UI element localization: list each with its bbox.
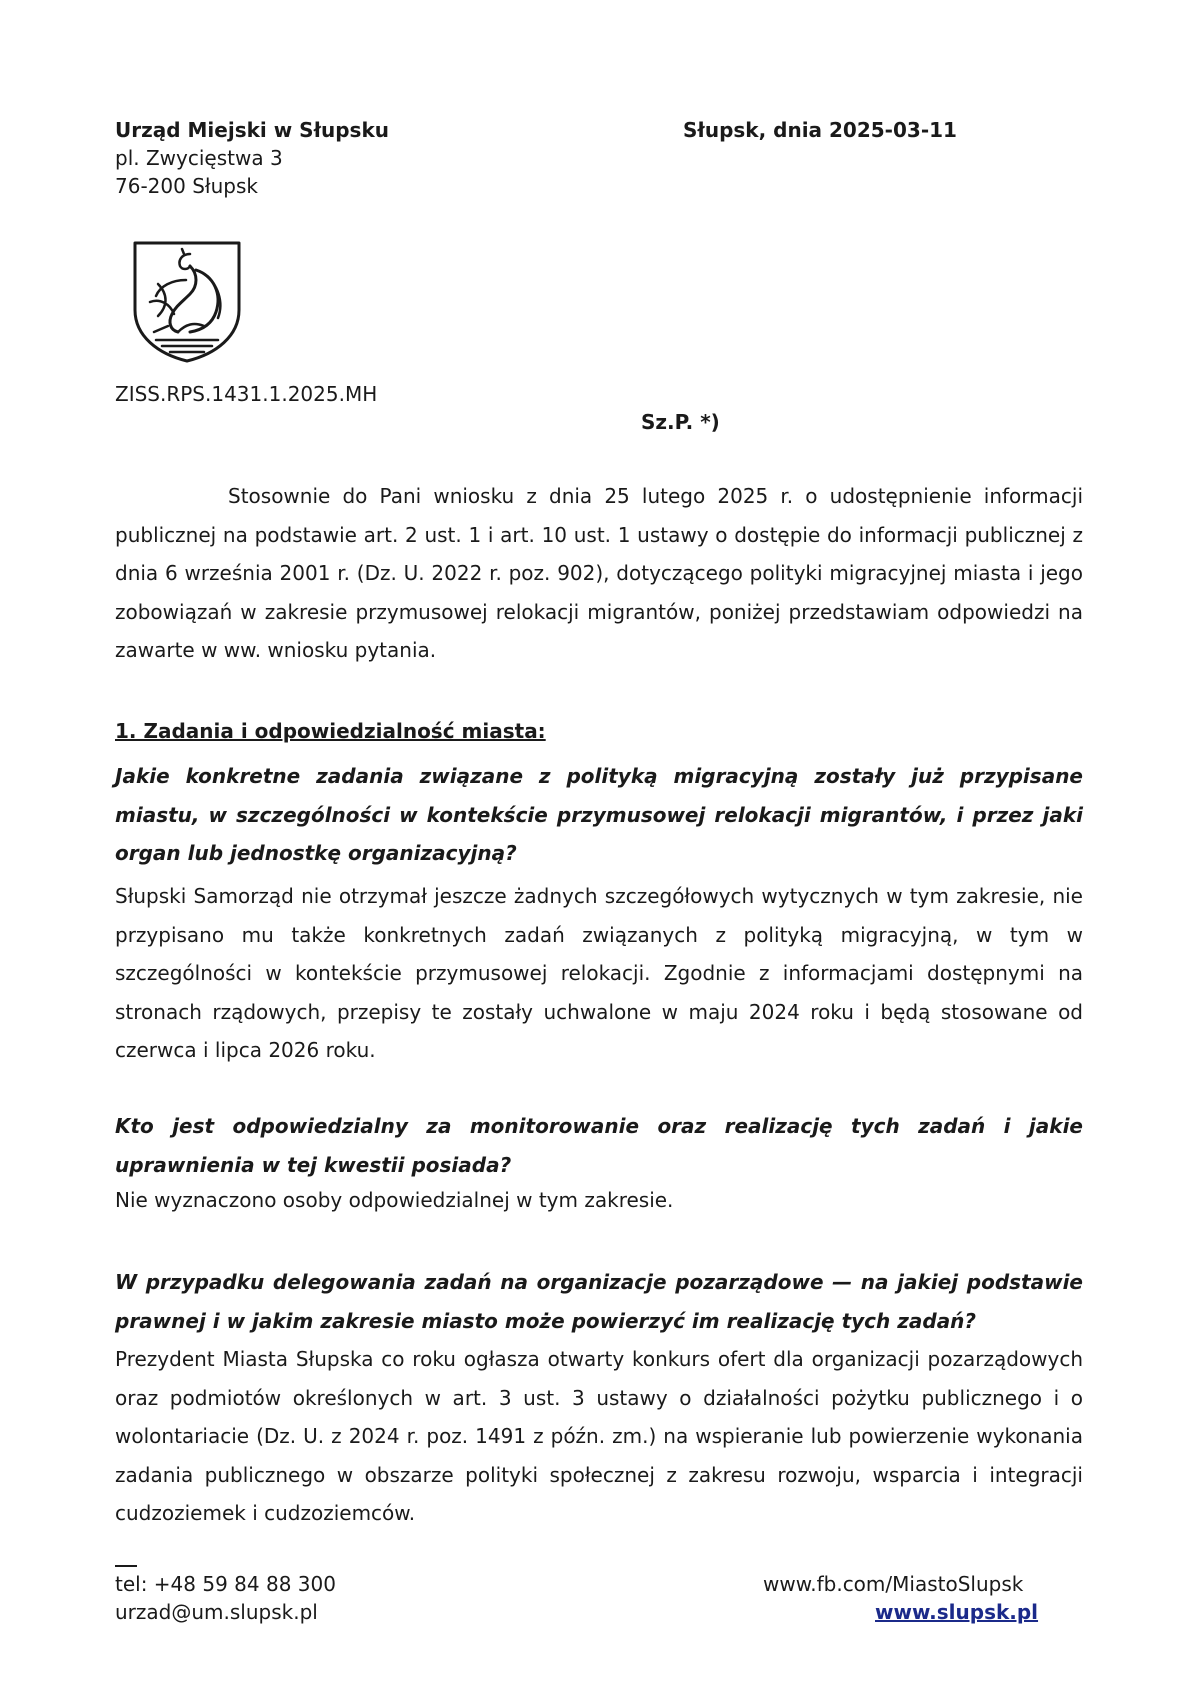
sender-city: 76-200 Słupsk [115,174,258,198]
sender-street: pl. Zwycięstwa 3 [115,146,283,170]
section-heading: 1. Zadania i odpowiedzialność miasta: [115,719,546,743]
answer-1: Słupski Samorząd nie otrzymał jeszcze żadnych szczegółowych wytycznych w tym zakresie, nie przypisano mu także konkretnych zadań związanych z polityką migracyjną, w tym w szczególności w kontekście przymusowej relokacji. Zgodnie z informacjami dostępnymi na stronach rządowych, przepisy te zostały uchwalone w maju 2024 roku i będą stosowane od czerwca i lipca 2026 roku. [115,884,1083,1062]
slupsk-coat-of-arms-icon [132,240,242,364]
recipient: Sz.P. *) [641,410,720,434]
question-1: Jakie konkretne zadania związane z polityką migracyjną zostały już przypisane miastu, w szczególności w kontekście przymusowej relokacji migrantów, i przez jaki organ lub jednostkę organizacyjną? [115,764,1083,865]
footer-email[interactable]: urzad@um.slupsk.pl [115,1600,318,1624]
footer-website-link[interactable]: www.slupsk.pl [875,1600,1039,1624]
footer-facebook[interactable]: www.fb.com/MiastoSlupsk [763,1572,1024,1596]
footer-phone: tel: +48 59 84 88 300 [115,1572,336,1596]
case-reference: ZISS.RPS.1431.1.2025.MH [115,382,378,406]
intro-paragraph: Stosownie do Pani wniosku z dnia 25 lutego 2025 r. o udostępnienie informacji publicznej na podstawie art. 2 ust. 1 i art. 10 ust. 1 ustawy o dostępie do informacji publicznej z dnia 6 września 2001 r. (Dz. U. 2022 r. poz. 902), dotyczącego polityki migracyjnej miasta i jego zobowiązań w zakresie przymusowej relokacji migrantów, poniżej przedstawiam odpowiedzi na zawarte w ww. wniosku pytania. [115,484,1083,662]
letter-date: Słupsk, dnia 2025-03-11 [683,118,957,142]
question-2: Kto jest odpowiedzialny za monitorowanie oraz realizację tych zadań i jakie uprawnienia w tej kwestii posiada? [115,1114,1083,1177]
question-3: W przypadku delegowania zadań na organizacje pozarządowe — na jakiej podstawie prawnej i w jakim zakresie miasto może powierzyć im realizację tych zadań? [115,1270,1083,1333]
footer-divider [115,1565,137,1567]
answer-2: Nie wyznaczono osoby odpowiedzialnej w tym zakresie. [115,1188,674,1212]
answer-3: Prezydent Miasta Słupska co roku ogłasza otwarty konkurs ofert dla organizacji pozarządowych oraz podmiotów określonych w art. 3 ust. 3 ustawy o działalności pożytku publicznego i o wolontariacie (Dz. U. z 2024 r. poz. 1491 z późn. zm.) na wspieranie lub powierzenie wykonania zadania publicznego w obszarze polityki społecznej z zakresu rozwoju, wsparcia i integracji cudzoziemek i cudzoziemców. [115,1347,1083,1525]
sender-name: Urząd Miejski w Słupsku [115,118,389,142]
